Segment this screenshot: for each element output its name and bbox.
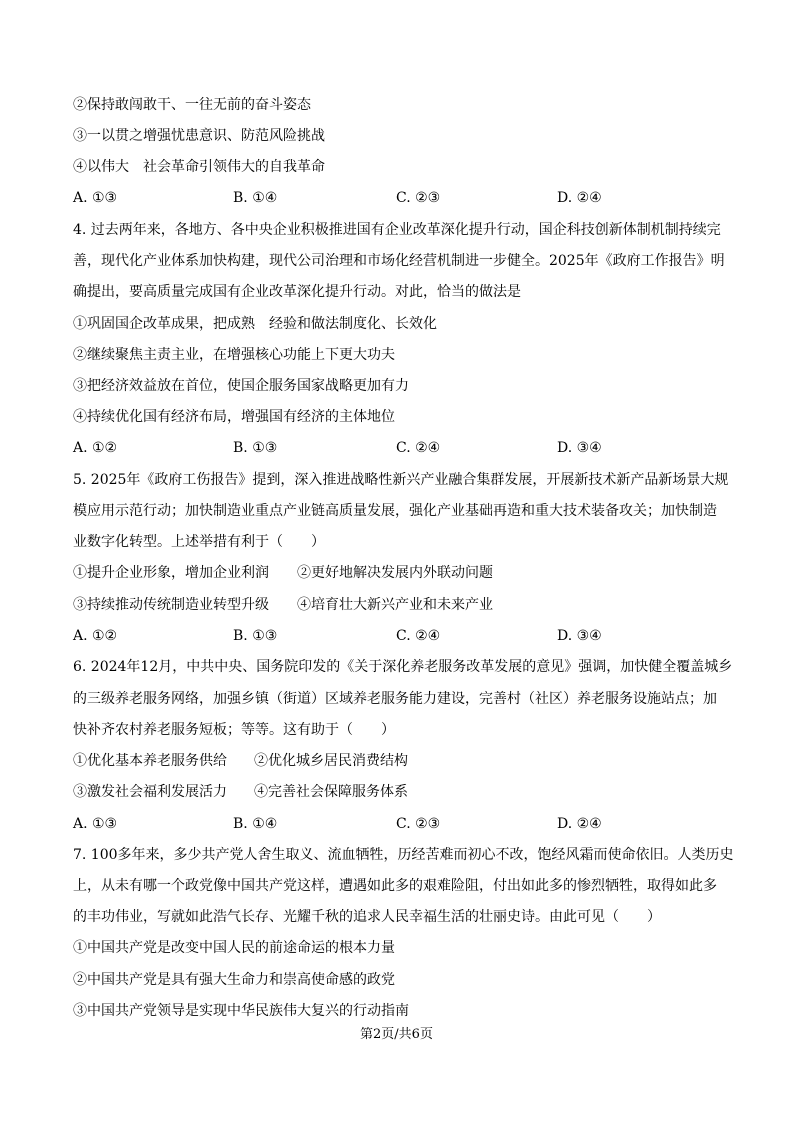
q6-item-2: ②优化城乡居民消费结构 [254, 753, 408, 769]
q4-item-4: ④持续优化国有经济布局，增强国有经济的主体地位 [73, 409, 395, 425]
q3-item-4: ④以伟大 社会革命引领伟大的自我革命 [73, 159, 325, 175]
q6-item-4: ④完善社会保障服务体系 [254, 784, 408, 800]
q5-option-b: B. ①③ [233, 628, 278, 644]
q4-stem-line-2: 善，现代化产业体系加快构建，现代公司治理和市场化经营机制进一步健全。2025年《政府工作报告》明 [73, 253, 725, 269]
q5-stem-line-3: 业数字化转型。上述举措有利于（ ） [73, 534, 325, 550]
q6-option-b: B. ①④ [233, 816, 278, 832]
q3-option-a: A. ①③ [73, 190, 118, 206]
q6-option-c: C. ②③ [396, 816, 441, 832]
q3-option-b: B. ①④ [233, 190, 278, 206]
q4-stem-line-3: 确提出，要高质量完成国有企业改革深化提升行动。对此，恰当的做法是 [73, 284, 521, 300]
q7-stem-line-3: 的丰功伟业，写就如此浩气长存、光耀千秋的追求人民幸福生活的壮丽史诗。由此可见（ ） [73, 909, 661, 925]
q6-stem-line-2: 的三级养老服务网络，加强乡镇（街道）区域养老服务能力建设，完善村（社区）养老服务设施站点；加 [73, 691, 717, 707]
q3-option-c: C. ②③ [396, 190, 441, 206]
q7-stem-line-1: 7. 100多年来，多少共产党人舍生取义、流血牺牲，历经苦难而初心不改，饱经风霜而使命依旧。人类历史 [73, 847, 734, 863]
q7-stem-line-2: 上，从未有哪一个政党像中国共产党这样，遭遇如此多的艰难险阻，付出如此多的惨烈牺牲，取得如此多 [73, 878, 717, 894]
page-number: 第2页/共6页 [360, 1027, 433, 1042]
q7-item-2: ②中国共产党是具有强大生命力和崇高使命感的政党 [73, 972, 395, 988]
q4-item-2: ②继续聚焦主责主业，在增强核心功能上下更大功夫 [73, 347, 395, 363]
q5-item-3: ③持续推动传统制造业转型升级 [73, 597, 269, 613]
q4-option-d: D. ③④ [557, 440, 602, 456]
q7-item-1: ①中国共产党是改变中国人民的前途命运的根本力量 [73, 940, 395, 956]
q6-stem-line-3: 快补齐农村养老服务短板；等等。这有助于（ ） [73, 722, 395, 738]
q4-option-b: B. ①③ [233, 440, 278, 456]
q5-item-1: ①提升企业形象，增加企业利润 [73, 565, 269, 581]
q6-item-1: ①优化基本养老服务供给 [73, 753, 227, 769]
q6-item-3: ③激发社会福利发展活力 [73, 784, 227, 800]
q4-item-3: ③把经济效益放在首位，使国企服务国家战略更加有力 [73, 378, 409, 394]
q4-option-c: C. ②④ [396, 440, 441, 456]
q5-item-2: ②更好地解决发展内外联动问题 [297, 565, 493, 581]
q5-stem-line-1: 5. 2025年《政府工伤报告》提到，深入推进战略性新兴产业融合集群发展，开展新技术新产品新场景大规 [73, 472, 729, 488]
q6-option-a: A. ①③ [73, 816, 118, 832]
q3-option-d: D. ②④ [557, 190, 602, 206]
q5-option-d: D. ③④ [557, 628, 602, 644]
q5-option-c: C. ②④ [396, 628, 441, 644]
q5-item-4: ④培育壮大新兴产业和未来产业 [297, 597, 493, 613]
q3-item-2: ②保持敢闯敢干、一往无前的奋斗姿态 [73, 97, 311, 113]
q4-stem-line-1: 4. 过去两年来，各地方、各中央企业积极推进国有企业改革深化提升行动，国企科技创新体制机制持续完 [73, 222, 721, 238]
q3-item-3: ③一以贯之增强忧患意识、防范风险挑战 [73, 128, 325, 144]
q5-option-a: A. ①② [73, 628, 118, 644]
q6-stem-line-1: 6. 2024年12月，中共中央、国务院印发的《关于深化养老服务改革发展的意见》强调，加快健全覆盖城乡 [73, 659, 733, 675]
q4-item-1: ①巩固国企改革成果，把成熟 经验和做法制度化、长效化 [73, 316, 437, 332]
q5-stem-line-2: 模应用示范行动；加快制造业重点产业链高质量发展，强化产业基础再造和重大技术装备攻关；加快制造 [73, 503, 717, 519]
q4-option-a: A. ①② [73, 440, 118, 456]
q6-option-d: D. ②④ [557, 816, 602, 832]
q7-item-3: ③中国共产党领导是实现中华民族伟大复兴的行动指南 [73, 1003, 409, 1019]
